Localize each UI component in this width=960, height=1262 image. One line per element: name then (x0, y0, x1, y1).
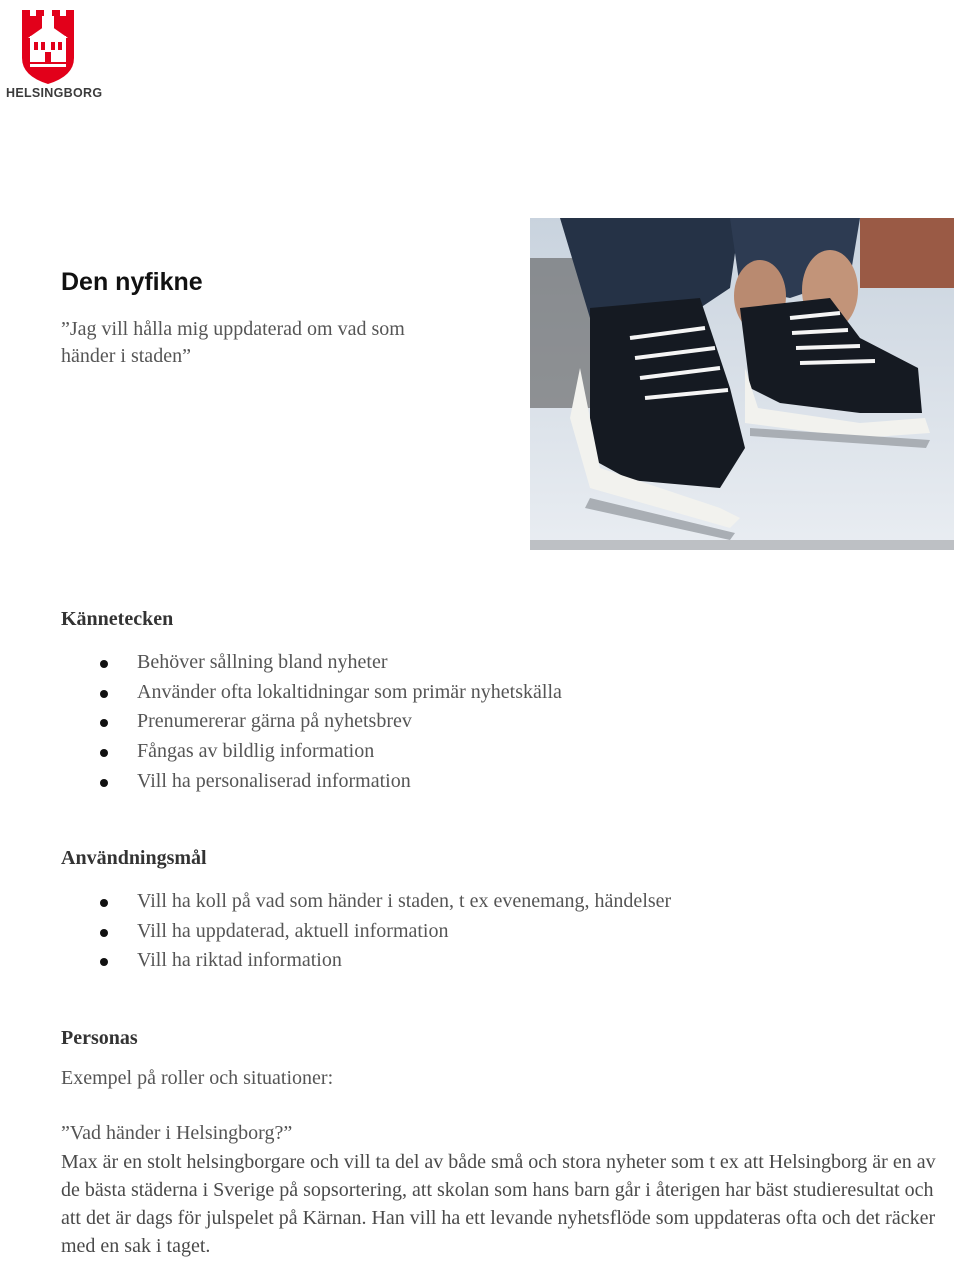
bullet-icon (100, 899, 108, 907)
persona-example-text: Max är en stolt helsingborgare och vill ta del av både små och stora nyheter som t ex att Helsingborg är en av de bästa städerna i Sverige på sopsortering, att skolan som hans barn går i återigen har bäst studieresultat och att det är dags för julspelet på Kärnan. Han vill ha ett levande nyhetsflöde som uppdateras ofta och det räcker med en sak i taget. (61, 1151, 936, 1257)
bullet-icon (100, 749, 108, 757)
list-item: Behöver sållning bland nyheter (0, 648, 562, 678)
list-item: Fångas av bildlig information (0, 737, 562, 767)
list-item: Vill ha koll på vad som händer i staden, t ex evenemang, händelser (0, 887, 671, 917)
list-item: Vill ha riktad information (0, 946, 671, 976)
persona-quote: ”Jag vill hålla mig uppdaterad om vad som händer i staden” (61, 318, 405, 367)
list-item: Använder ofta lokaltidningar som primär nyhetskälla (0, 678, 562, 708)
list-item: Vill ha uppdaterad, aktuell information (0, 917, 671, 947)
kannetecken-list (0, 648, 562, 796)
list-item: Vill ha personaliserad information (0, 767, 562, 797)
section-heading-personas: Personas (61, 1027, 138, 1049)
city-crest-icon (4, 2, 96, 86)
ice-skates-photo (530, 218, 954, 550)
page-title: Den nyfikne (61, 268, 203, 296)
personas-intro: Exempel på roller och situationer: (61, 1067, 334, 1089)
persona-example-title: ”Vad händer i Helsingborg?” (61, 1122, 293, 1144)
bullet-icon (100, 690, 108, 698)
anvandningsmal-list (0, 887, 671, 976)
bullet-icon (100, 929, 108, 937)
bullet-icon (100, 719, 108, 727)
bullet-icon (100, 779, 108, 787)
section-heading-anvandningsmal: Användningsmål (61, 847, 207, 869)
helsingborg-logo (4, 2, 103, 102)
section-heading-kannetecken: Kännetecken (61, 608, 174, 630)
list-item: Prenumererar gärna på nyhetsbrev (0, 707, 562, 737)
bullet-icon (100, 660, 108, 668)
bullet-icon (100, 958, 108, 966)
logo-wordmark: HELSINGBORG (6, 86, 103, 100)
